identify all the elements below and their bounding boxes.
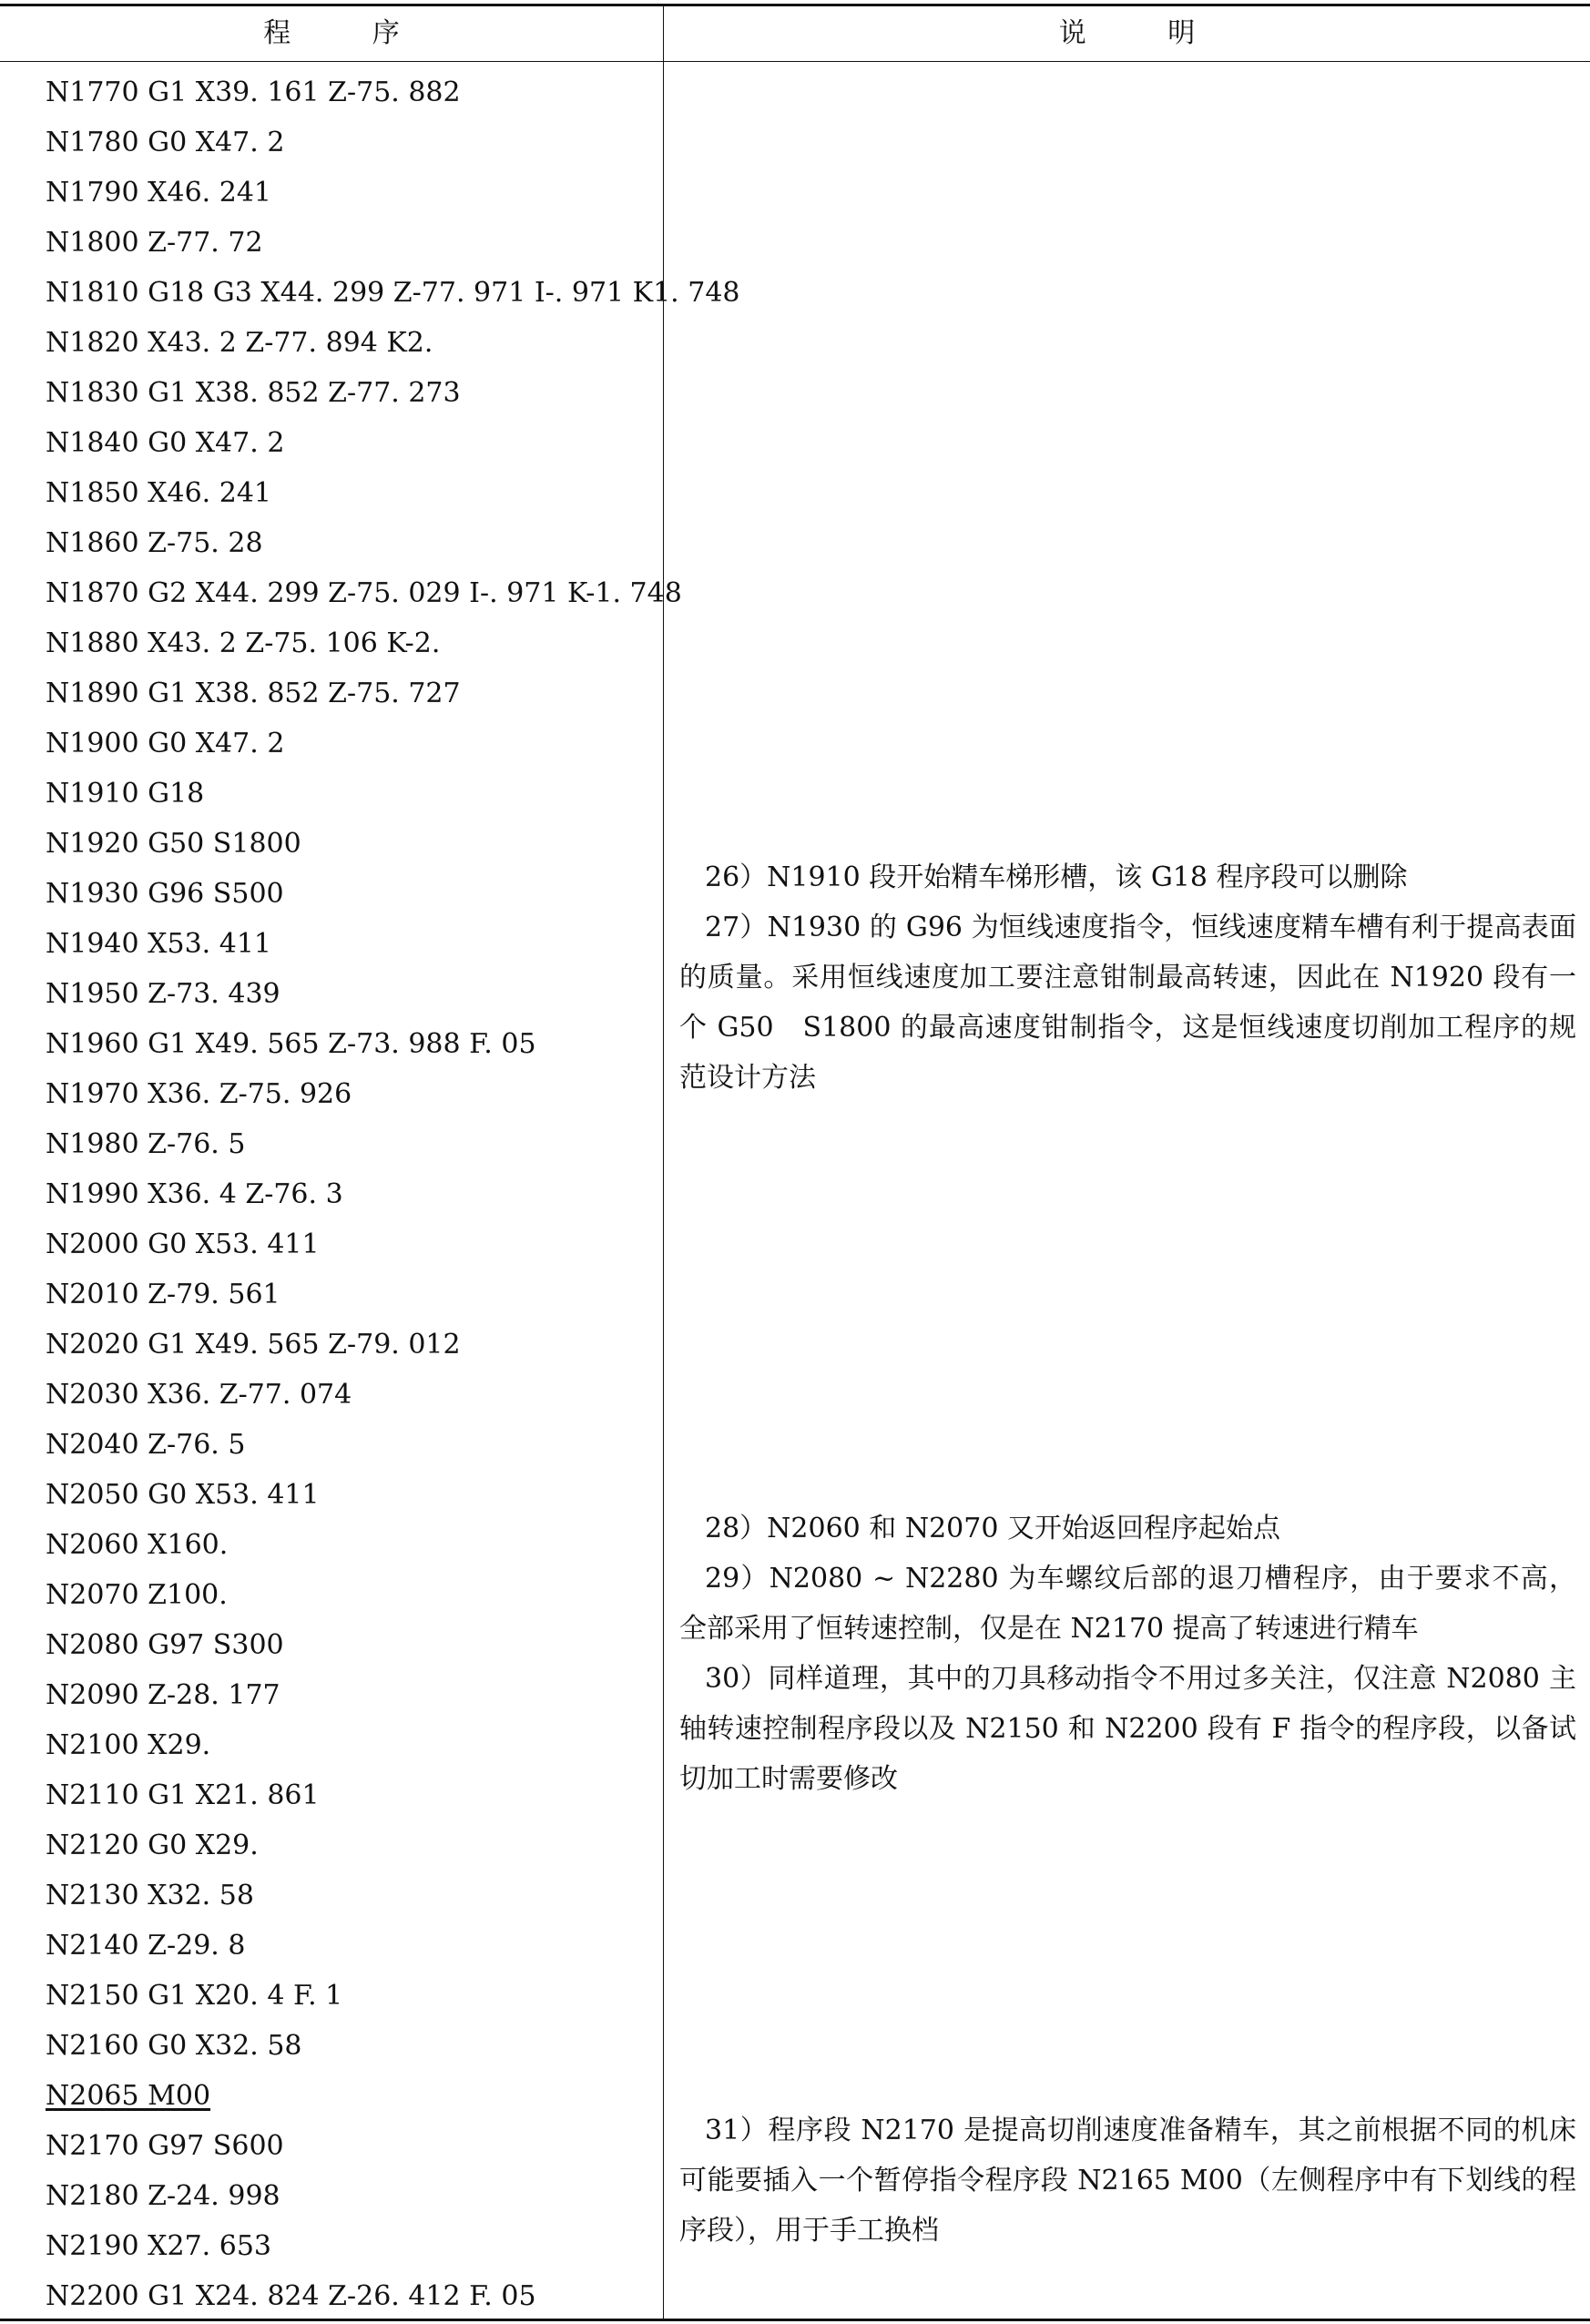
program-line [46, 618, 740, 668]
program-line [46, 869, 740, 919]
program-line-text: N2120 G0 X29. [46, 1830, 259, 1861]
program-line-text: N2160 G0 X32. 58 [46, 2030, 302, 2062]
note-29: 29）N2080 ~ N2280 为车螺纹后部的退刀槽程序，由于要求不高，全部采用了恒转速控制，仅是在 N2170 提高了转速进行精车 [679, 1563, 1576, 1645]
program-line [46, 1620, 740, 1670]
program-line [46, 1971, 740, 2021]
program-line-text: N2020 G1 X49. 565 Z-79. 012 [46, 1329, 461, 1361]
program-line [46, 1570, 740, 1620]
program-line-text: N2180 Z-24. 998 [46, 2180, 280, 2212]
program-line-text: N1800 Z-77. 72 [46, 227, 263, 259]
program-line-text: N2090 Z-28. 177 [46, 1679, 280, 1711]
program-line-text: N1850 X46. 241 [46, 477, 271, 509]
note-26-27 [679, 852, 1576, 1103]
program-line [46, 1670, 740, 1720]
program-line-text: N1890 G1 X38. 852 Z-75. 727 [46, 678, 461, 709]
program-line-text: N1840 G0 X47. 2 [46, 427, 285, 459]
program-line-text: N2110 G1 X21. 861 [46, 1779, 320, 1811]
program-line [46, 368, 740, 418]
program-line [46, 1219, 740, 1269]
program-line-text: N1970 X36. Z-75. 926 [46, 1078, 352, 1110]
program-line [46, 568, 740, 618]
program-line-text: N2150 G1 X20. 4 F. 1 [46, 1980, 343, 2012]
program-line [46, 2021, 740, 2071]
program-line-text: N2040 Z-76. 5 [46, 1429, 246, 1461]
program-line [46, 67, 740, 117]
program-lines [46, 67, 740, 2321]
note-31-text: 31）程序段 N2170 是提高切削速度准备精车，其之前根据不同的机床可能要插入一个暂停指令程序段 N2165 M00（左侧程序中有下划线的程序段），用于手工换档 [679, 2115, 1576, 2247]
program-line [46, 518, 740, 568]
program-line-text: N2000 G0 X53. 411 [46, 1228, 320, 1260]
program-line-text: N2080 G97 S300 [46, 1629, 284, 1661]
program-line [46, 2171, 740, 2221]
program-line-text: N1880 X43. 2 Z-75. 106 K-2. [46, 627, 441, 659]
program-line-text: N1770 G1 X39. 161 Z-75. 882 [46, 76, 461, 108]
program-line-text: N1920 G50 S1800 [46, 828, 301, 860]
program-line-text: N1910 G18 [46, 778, 205, 810]
program-column-header: 程 序 [263, 17, 436, 49]
program-line [46, 1770, 740, 1820]
program-line-text: N2010 Z-79. 561 [46, 1279, 280, 1310]
program-line [46, 268, 740, 318]
program-line [46, 668, 740, 719]
program-line-text: N2070 Z100. [46, 1579, 228, 1611]
program-line-text: N1900 G0 X47. 2 [46, 728, 285, 759]
description-column-header: 说 明 [1058, 17, 1232, 49]
note-30: 30）同样道理，其中的刀具移动指令不用过多关注，仅注意 N2080 主轴转速控制程序段以及 N2150 和 N2200 段有 F 指令的程序段，以备试切加工时需要修改 [679, 1663, 1576, 1795]
program-line-text: N1790 X46. 241 [46, 177, 271, 209]
program-line-text: N1960 G1 X49. 565 Z-73. 988 F. 05 [46, 1028, 536, 1060]
program-line [46, 769, 740, 819]
table-header-rule [0, 61, 1590, 62]
note-27: 27）N1930 的 G96 为恒线速度指令，恒线速度精车槽有利于提高表面的质量。采用恒线速度加工要注意钳制最高转速，因此在 N1920 段有一个 G50 S1800 的最高速度钳制指令，这是恒线速度切削加工程序的规范设计方法 [679, 912, 1576, 1094]
program-line [46, 318, 740, 368]
program-line [46, 2221, 740, 2271]
program-line [46, 1870, 740, 1921]
program-line [46, 919, 740, 969]
note-26: 26）N1910 段开始精车梯形槽，该 G18 程序段可以删除 [705, 861, 1408, 893]
program-line [46, 1470, 740, 1520]
program-line-text: N1990 X36. 4 Z-76. 3 [46, 1178, 343, 1210]
program-line [46, 1420, 740, 1470]
note-31 [679, 2105, 1576, 2256]
program-line [46, 1269, 740, 1320]
program-line-text: N2060 X160. [46, 1529, 229, 1561]
note-28: 28）N2060 和 N2070 又开始返回程序起始点 [705, 1513, 1280, 1544]
program-line-text: N2200 G1 X24. 824 Z-26. 412 F. 05 [46, 2280, 536, 2312]
program-line [46, 819, 740, 869]
program-line-text: N1980 Z-76. 5 [46, 1128, 246, 1160]
program-line-text: N2030 X36. Z-77. 074 [46, 1379, 352, 1411]
program-line-text: N1860 Z-75. 28 [46, 527, 263, 559]
program-line [46, 2271, 740, 2321]
program-line-text: N1820 X43. 2 Z-77. 894 K2. [46, 327, 433, 359]
program-line-text: N2190 X27. 653 [46, 2230, 271, 2262]
program-line [46, 1720, 740, 1770]
program-line [46, 1019, 740, 1069]
program-line [46, 418, 740, 468]
program-line-text: N2170 G97 S600 [46, 2130, 284, 2162]
program-line [46, 1119, 740, 1169]
program-line [46, 1069, 740, 1119]
program-line [46, 1370, 740, 1420]
program-line [46, 2071, 740, 2121]
program-line-text: N1950 Z-73. 439 [46, 978, 280, 1010]
program-line [46, 1921, 740, 1971]
program-line [46, 1820, 740, 1870]
program-line-text: N1940 X53. 411 [46, 928, 271, 960]
program-line [46, 168, 740, 218]
program-line [46, 1169, 740, 1219]
program-line [46, 1520, 740, 1570]
program-line-text: N1780 G0 X47. 2 [46, 127, 285, 158]
program-line-text: N1930 G96 S500 [46, 878, 284, 910]
program-line-text: N2130 X32. 58 [46, 1880, 254, 1911]
program-line [46, 468, 740, 518]
program-line [46, 1320, 740, 1370]
program-line [46, 117, 740, 168]
table-top-rule [0, 4, 1590, 6]
program-line [46, 719, 740, 769]
program-line-text: N2065 M00 [46, 2080, 211, 2112]
program-line-text: N1870 G2 X44. 299 Z-75. 029 I-. 971 K-1. 748 [46, 577, 682, 609]
program-line [46, 218, 740, 268]
program-line [46, 2121, 740, 2171]
note-28-30 [679, 1503, 1576, 1804]
program-line-text: N2140 Z-29. 8 [46, 1930, 246, 1962]
program-line-text: N2050 G0 X53. 411 [46, 1479, 320, 1511]
program-line-text: N1830 G1 X38. 852 Z-77. 273 [46, 377, 461, 409]
program-line [46, 969, 740, 1019]
program-line-text: N1810 G18 G3 X44. 299 Z-77. 971 I-. 971 K1. 748 [46, 277, 740, 309]
program-line-text: N2100 X29. [46, 1729, 211, 1761]
